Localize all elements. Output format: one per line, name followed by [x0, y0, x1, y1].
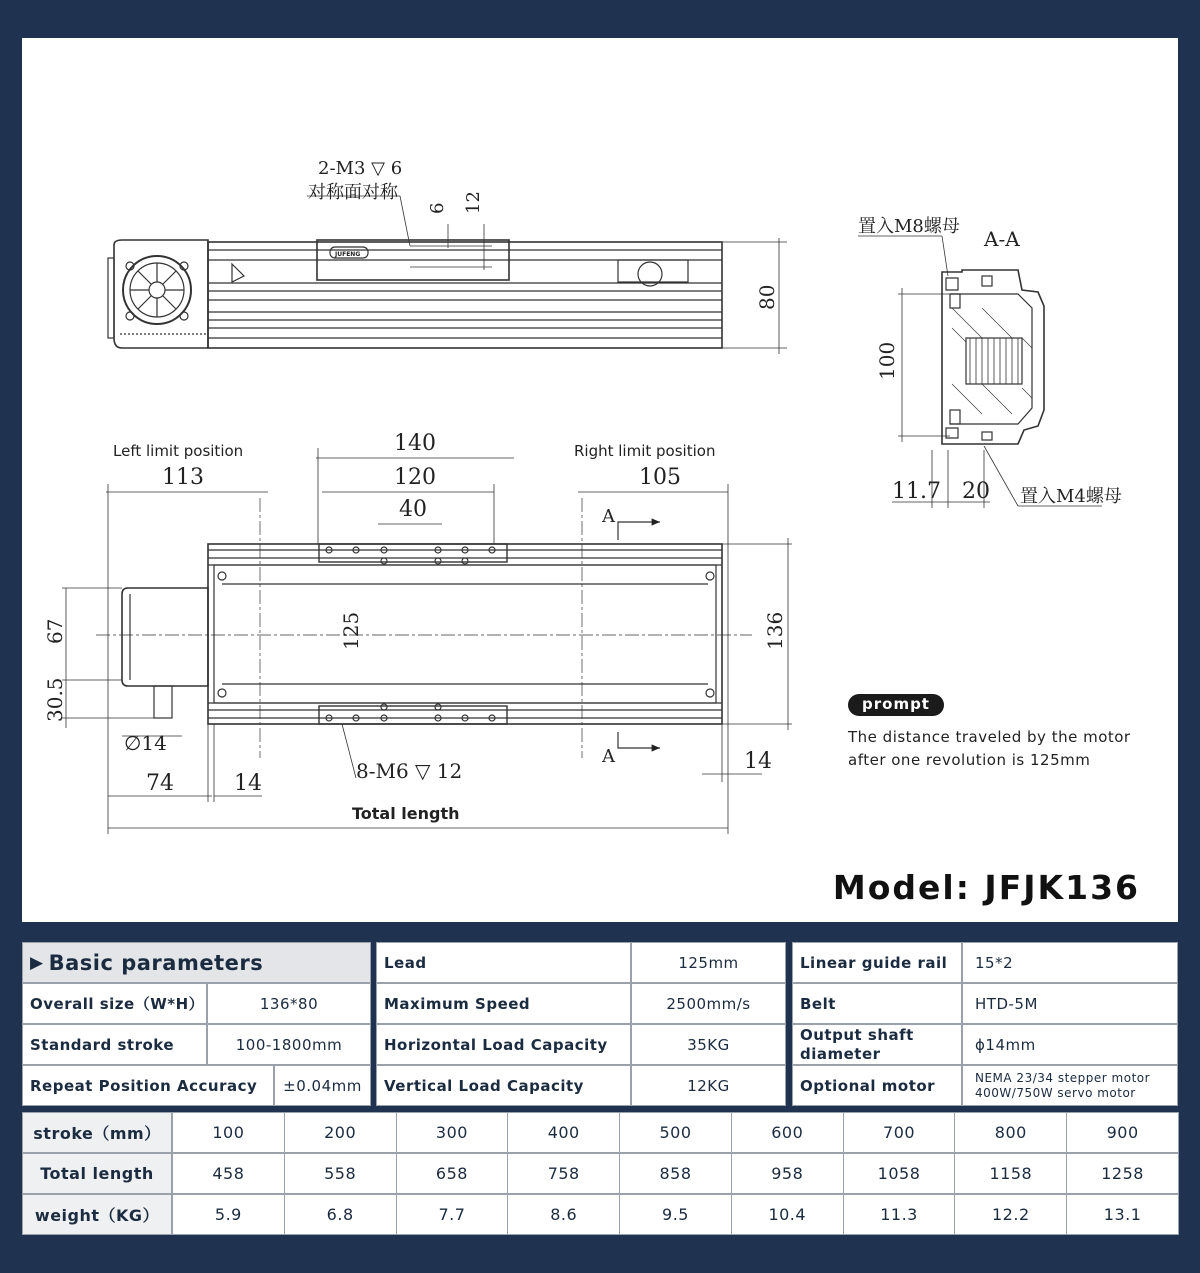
dim-12: 12: [463, 191, 484, 214]
basic-parameters-table: [22, 942, 1178, 1106]
param-label-overall-size: Overall size（W*H）: [22, 983, 207, 1024]
param-value-standard-stroke: 100-1800mm: [207, 1024, 371, 1065]
dim-30-5: 30.5: [43, 677, 67, 722]
section-mark-bottom: A: [602, 746, 615, 767]
cell-stroke-3: 400: [507, 1112, 620, 1153]
note-m4-nut: 置入M4螺母: [1020, 486, 1122, 507]
note-m3-line1: 2-M3 ▽ 6: [318, 158, 403, 179]
param-value-guide-rail: 15*2: [962, 942, 1178, 983]
dim-120: 120: [394, 465, 436, 490]
row-header-weight: weight（KG）: [22, 1194, 172, 1235]
motor-option-2: 400W/750W servo motor: [975, 1085, 1136, 1100]
dim-140: 140: [394, 431, 436, 456]
dim-74: 74: [146, 771, 174, 796]
model-label: Model: JFJK136: [832, 868, 1140, 907]
param-label-lead: Lead: [376, 942, 631, 983]
dim-80: 80: [755, 284, 779, 310]
dim-113: 113: [162, 465, 204, 490]
param-value-optional-motor: [962, 1065, 1178, 1106]
param-label-horizontal-load: Horizontal Load Capacity: [376, 1024, 631, 1065]
total-length-label: Total length: [352, 804, 460, 823]
cell-total-length-3: 758: [507, 1153, 620, 1194]
note-m8-nut: 置入M8螺母: [858, 216, 960, 237]
param-label-optional-motor: Optional motor: [792, 1065, 962, 1106]
drawing-panel: [22, 38, 1178, 922]
param-label-repeat-accuracy: Repeat Position Accuracy: [22, 1065, 274, 1106]
cell-weight-3: 8.6: [507, 1194, 620, 1235]
cell-weight-7: 12.2: [954, 1194, 1067, 1235]
cell-stroke-5: 600: [731, 1112, 844, 1153]
basic-parameters-header: [22, 942, 371, 983]
cell-total-length-1: 558: [284, 1153, 397, 1194]
row-header-stroke: stroke（mm）: [22, 1112, 172, 1153]
cell-total-length-8: 1258: [1066, 1153, 1179, 1194]
cell-weight-6: 11.3: [843, 1194, 956, 1235]
stroke-table: [22, 1112, 1178, 1236]
param-value-lead: 125mm: [631, 942, 786, 983]
cell-total-length-7: 1158: [954, 1153, 1067, 1194]
param-value-belt: HTD-5M: [962, 983, 1178, 1024]
cell-stroke-6: 700: [843, 1112, 956, 1153]
dim-67: 67: [43, 618, 67, 644]
dim-20: 20: [962, 479, 990, 504]
cell-stroke-7: 800: [954, 1112, 1067, 1153]
cell-stroke-8: 900: [1066, 1112, 1179, 1153]
cell-total-length-4: 858: [619, 1153, 732, 1194]
right-limit-label: Right limit position: [574, 442, 716, 460]
cell-total-length-6: 1058: [843, 1153, 956, 1194]
side-view: [108, 196, 787, 354]
cell-total-length-5: 958: [731, 1153, 844, 1194]
param-label-standard-stroke: Standard stroke: [22, 1024, 207, 1065]
section-mark-top: A: [602, 506, 615, 527]
param-value-max-speed: 2500mm/s: [631, 983, 786, 1024]
cell-weight-2: 7.7: [396, 1194, 509, 1235]
dim-105: 105: [639, 465, 681, 490]
dim-40: 40: [399, 497, 427, 522]
note-m3-line2: 对称面对称: [308, 182, 398, 203]
row-header-total-length: Total length: [22, 1153, 172, 1194]
cell-weight-0: 5.9: [172, 1194, 285, 1235]
param-value-output-shaft: ϕ14mm: [962, 1024, 1178, 1065]
note-m6-holes: 8-M6 ▽ 12: [356, 759, 463, 783]
triangle-icon: ▶: [30, 952, 44, 973]
motor-option-1: NEMA 23/34 stepper motor: [975, 1070, 1151, 1085]
param-label-vertical-load: Vertical Load Capacity: [376, 1065, 631, 1106]
cell-weight-1: 6.8: [284, 1194, 397, 1235]
cell-stroke-1: 200: [284, 1112, 397, 1153]
dim-11-7: 11.7: [892, 479, 941, 504]
dim-136: 136: [763, 611, 787, 650]
param-value-vertical-load: 12KG: [631, 1065, 786, 1106]
prompt-text: The distance traveled by the motor after one revolution is 125mm: [848, 728, 1131, 769]
param-label-max-speed: Maximum Speed: [376, 983, 631, 1024]
dim-14-left: 14: [234, 771, 262, 796]
dim-shaft-diameter: ∅14: [124, 731, 167, 755]
param-value-repeat-accuracy: ±0.04mm: [274, 1065, 371, 1106]
section-title: A-A: [984, 227, 1020, 251]
basic-parameters-title: Basic parameters: [48, 950, 264, 975]
left-limit-label: Left limit position: [113, 442, 244, 460]
cell-weight-5: 10.4: [731, 1194, 844, 1235]
cell-total-length-0: 458: [172, 1153, 285, 1194]
cell-stroke-2: 300: [396, 1112, 509, 1153]
cell-weight-4: 9.5: [619, 1194, 732, 1235]
param-label-output-shaft: Output shaft diameter: [792, 1024, 962, 1065]
cell-stroke-4: 500: [619, 1112, 732, 1153]
param-label-belt: Belt: [792, 983, 962, 1024]
cell-stroke-0: 100: [172, 1112, 285, 1153]
param-value-horizontal-load: 35KG: [631, 1024, 786, 1065]
technical-drawing: [22, 38, 1178, 922]
dim-100: 100: [875, 341, 899, 380]
dim-125: 125: [339, 611, 363, 650]
cell-weight-8: 13.1: [1066, 1194, 1179, 1235]
param-label-guide-rail: Linear guide rail: [792, 942, 962, 983]
carriage-logo: JUFENG: [335, 251, 361, 258]
cell-total-length-2: 658: [396, 1153, 509, 1194]
dim-6: 6: [427, 202, 448, 214]
dim-14-right: 14: [744, 749, 772, 774]
param-value-overall-size: 136*80: [207, 983, 371, 1024]
prompt-badge: prompt: [848, 694, 944, 716]
